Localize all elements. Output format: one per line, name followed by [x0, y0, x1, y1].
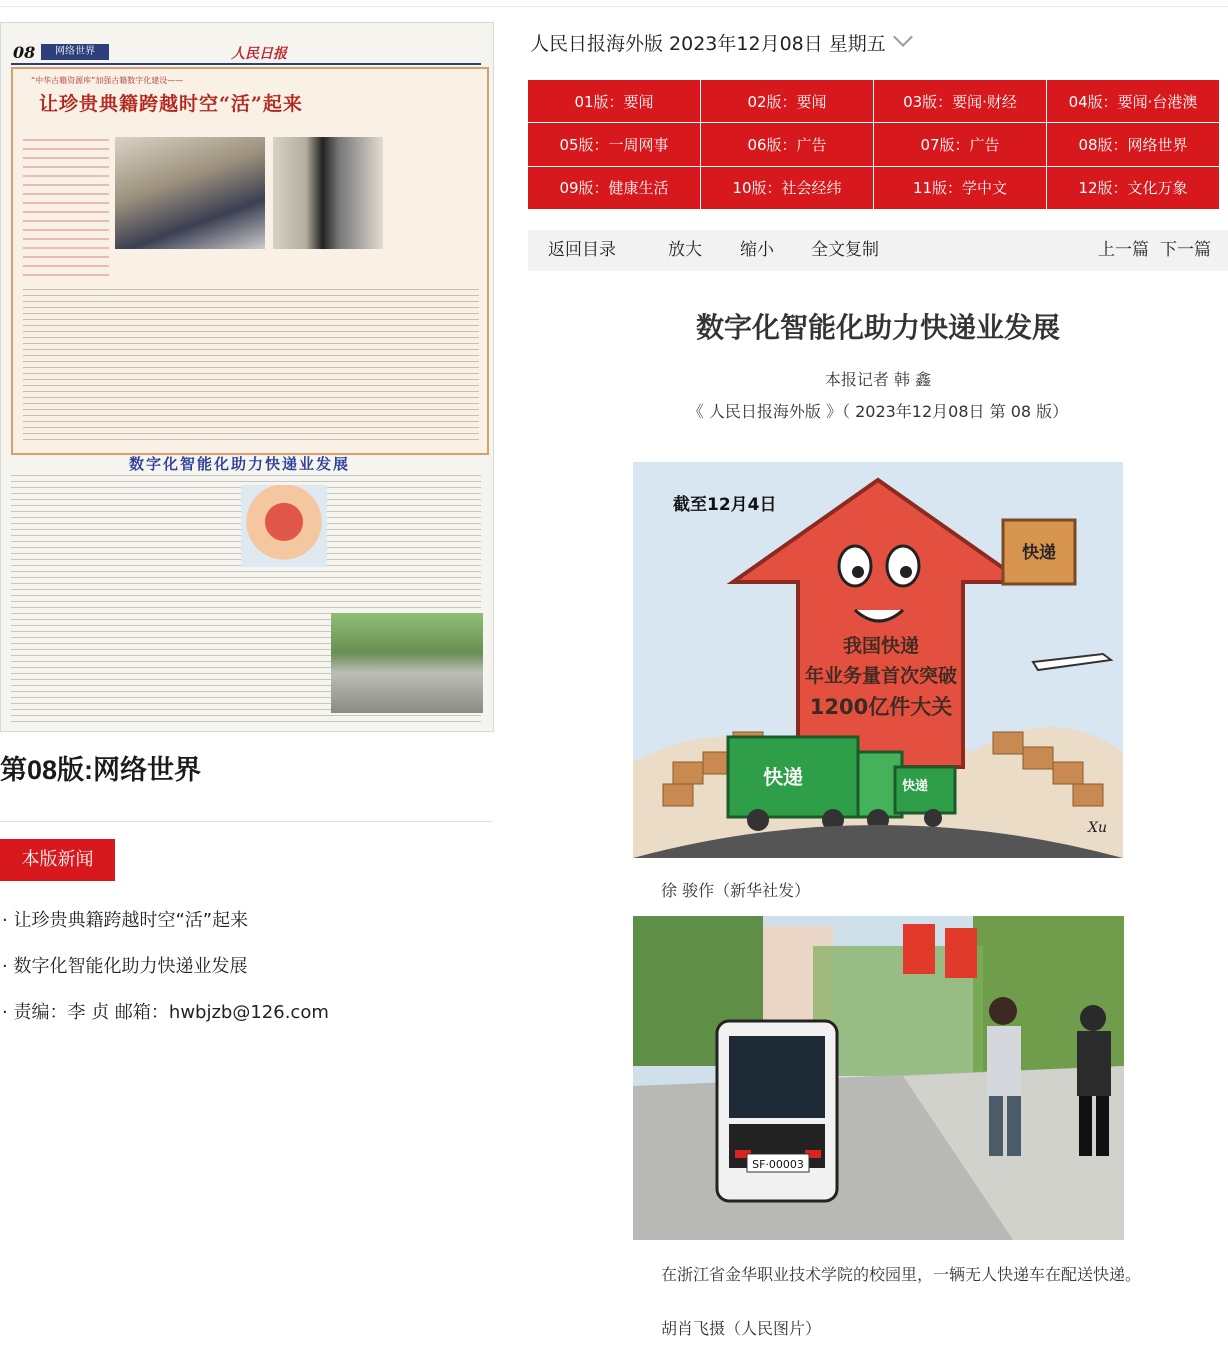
page-link-11[interactable]: 11版：学中文: [874, 167, 1046, 209]
illustration-line-2: 年业务量首次突破: [804, 665, 958, 687]
page-link-12[interactable]: 12版：文化万象: [1047, 167, 1219, 209]
paper-header: [11, 43, 481, 65]
illustration-caption: 徐 骏作（新华社发）: [661, 881, 811, 900]
newspaper-page-thumbnail[interactable]: [0, 22, 494, 732]
next-article-button[interactable]: 下一篇: [1160, 240, 1211, 260]
page-link-01[interactable]: 01版：要闻: [528, 80, 700, 122]
page-caption: 第08版:网络世界: [0, 755, 202, 785]
paper-article-2-title[interactable]: 数字化智能化助力快递业发展: [129, 455, 351, 473]
photo-caption: 在浙江省金华职业技术学院的校园里，一辆无人快递车在配送快递。: [661, 1265, 1142, 1284]
illustration-date-text: 截至12月4日: [673, 495, 777, 515]
bullet: ·: [2, 956, 8, 977]
article-title: 数字化智能化助力快递业发展: [695, 312, 1060, 343]
paper-illustration-thumb: [241, 485, 327, 567]
paper-kicker: “中华古籍资源库”加强古籍数字化建设——: [31, 76, 184, 85]
paper-section-tag: 网络世界: [41, 44, 109, 60]
editor-info: 责编：李 贞 邮箱：hwbjzb@126.com: [13, 1002, 329, 1023]
paper-lead-text: [23, 139, 109, 279]
left-divider: [0, 821, 492, 822]
news-link[interactable]: 让珍贵典籍跨越时空“活”起来: [13, 910, 249, 931]
back-to-index-button[interactable]: 返回目录: [548, 240, 616, 260]
truck-2-label: 快递: [901, 779, 929, 794]
previous-article-button[interactable]: 上一篇: [1098, 240, 1149, 260]
page-link-09[interactable]: 09版：健康生活: [528, 167, 700, 209]
paper-article-1[interactable]: [11, 67, 489, 455]
page-link-07[interactable]: 07版：广告: [874, 123, 1046, 165]
copy-all-button[interactable]: 全文复制: [811, 240, 879, 260]
list-item: [2, 998, 329, 1044]
paper-text-columns: [23, 289, 479, 445]
page-link-06[interactable]: 06版：广告: [701, 123, 873, 165]
page-link-02[interactable]: 02版：要闻: [701, 80, 873, 122]
paper-logo: 人民日报: [231, 46, 287, 62]
article-toolbar: [528, 230, 1228, 271]
paper-photo-worker: [115, 137, 265, 249]
page-link-05[interactable]: 05版：一周网事: [528, 123, 700, 165]
list-item[interactable]: [2, 906, 329, 952]
tab-this-page-news[interactable]: 本版新闻: [0, 839, 115, 881]
zoom-out-button[interactable]: 缩小: [740, 240, 774, 260]
truck-label: 快递: [763, 765, 803, 789]
paper-article-1-title: 让珍贵典籍跨越时空“活”起来: [39, 93, 303, 115]
page-link-10[interactable]: 10版：社会经纬: [701, 167, 873, 209]
photo-credit: 胡肖飞摄（人民图片）: [661, 1319, 822, 1338]
article-source: 《 人民日报海外版 》（ 2023年12月08日 第 08 版）: [687, 402, 1069, 421]
news-link[interactable]: 数字化智能化助力快递业发展: [13, 956, 248, 977]
illustration-line-3: 1200亿件大关: [809, 695, 953, 719]
chevron-down-icon[interactable]: [893, 27, 913, 47]
illustration-signature: Xu: [1088, 820, 1107, 836]
paper-photo-exhibit: [273, 137, 383, 249]
page-link-08[interactable]: 08版：网络世界: [1047, 123, 1219, 165]
news-photo: [633, 916, 1124, 1240]
list-item[interactable]: [2, 952, 329, 998]
page-link-04[interactable]: 04版：要闻·台港澳: [1047, 80, 1219, 122]
page-link-03[interactable]: 03版：要闻·财经: [874, 80, 1046, 122]
cartoon-illustration: [633, 462, 1123, 858]
top-divider: [0, 6, 1228, 7]
edition-date-selector[interactable]: 人民日报海外版 2023年12月08日 星期五: [530, 33, 886, 55]
paper-page-number: 08: [13, 43, 36, 62]
zoom-in-button[interactable]: 放大: [668, 240, 702, 260]
page-index-grid: [528, 80, 1219, 209]
bullet: ·: [2, 1002, 8, 1023]
bullet: ·: [2, 910, 8, 931]
article-byline: 本报记者 韩 鑫: [824, 370, 932, 389]
plate-number: SF·00003: [752, 1158, 804, 1171]
illustration-box-label: 快递: [1022, 543, 1056, 563]
illustration-line-1: 我国快递: [842, 635, 920, 657]
news-list: [2, 906, 329, 1044]
paper-photo-thumb: [331, 613, 483, 713]
